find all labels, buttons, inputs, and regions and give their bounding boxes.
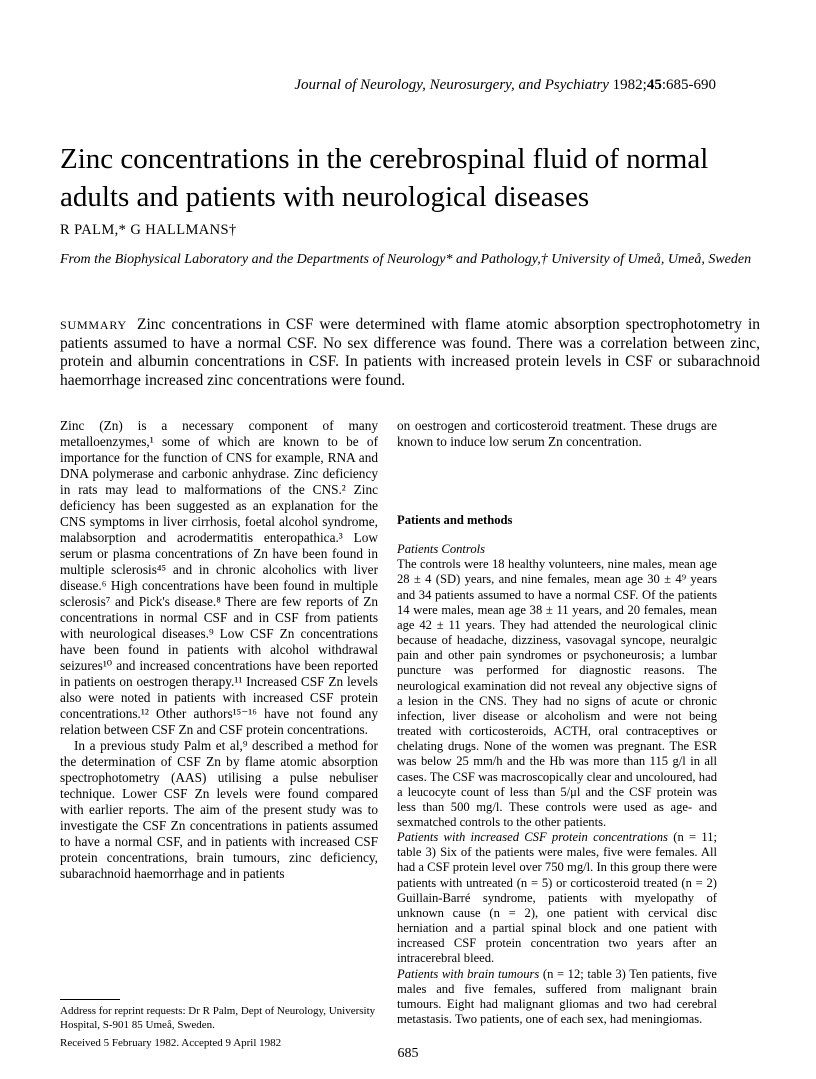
summary-block xyxy=(60,316,760,390)
controls-heading: Patients Controls xyxy=(397,542,486,557)
received-dates: Received 5 February 1982. Accepted 9 April 1982 xyxy=(60,1037,282,1049)
tumour-heading: Patients with brain tumours xyxy=(397,966,540,981)
protein-ref: (n = 11; table 3) xyxy=(397,830,718,860)
protein-paragraph xyxy=(397,830,717,966)
footnote xyxy=(60,1004,378,1050)
section-heading: Patients and methods xyxy=(397,513,513,527)
intro-paragraph-3: on oestrogen and corticosteroid treatment. These drugs are known to induce low serum Zn concentration. xyxy=(397,418,717,449)
summary-text: Zinc concentrations in CSF were determined with flame atomic absorption spectrophotometry in patients assumed to have a normal CSF. No sex difference was found. There was a correlation between zinc, protein and albumin concentrations in CSF. In patients with increased protein levels in CSF or subarachnoid haemorrhage increased zinc concentrations were found. xyxy=(60,316,760,389)
footnote-rule xyxy=(60,999,120,1000)
article-title: Zinc concentrations in the cerebrospinal fluid of normal adults and patients with neurological diseases xyxy=(60,143,709,213)
right-column-methods xyxy=(397,513,717,1027)
reprint-address: Address for reprint requests: Dr R Palm, Dept of Neurology, University Hospital, S-901 85 Umeå, Sweden. xyxy=(60,1005,376,1031)
controls-paragraph: The controls were 18 healthy volunteers, nine males, mean age 28 ± 4 (SD) years, and nine females, mean age 30 ± 4⁹ years and 34 patients assumed to have a normal CSF. Of the patients 14 were males, mean age 38 ± 11 years, and 20 females, mean age 42 ± 11 years. They had attended the neurological clinic because of headache, dizziness, vasovagal syncope, neuralgic pain and other pain syndromes or psychoneurosis; a lumbar puncture was performed for diagnostic reasons. The neurological examination did not reveal any objective signs of a lesion in the CNS. They had no signs of acute or chronic infection, liver disease or alcoholism and were not being treated with corticosteroids, ACTH, oral contraceptives or chelating drugs. None of the women was pregnant. The ESR was below 25 mm/h and the Hb was more than 115 g/l in all cases. The CSF was macroscopically clear and uncoloured, had a leucocyte count of less than 5/μl and the CSF protein was less than 500 mg/l. These controls were used as age- and sexmatched controls to the other patients. xyxy=(397,557,717,829)
right-column-intro xyxy=(397,418,717,450)
summary-label: SUMMARY xyxy=(60,318,127,332)
page-number: 685 xyxy=(397,1046,419,1061)
article-affiliation: From the Biophysical Laboratory and the Departments of Neurology* and Pathology,† University of Umeå, Umeå, Sweden xyxy=(60,252,752,267)
article-authors: R PALM,* G HALLMANS† xyxy=(60,222,237,238)
journal-citation xyxy=(294,77,716,94)
protein-heading: Patients with increased CSF protein concentrations xyxy=(397,830,668,845)
left-column xyxy=(60,418,378,882)
tumour-ref: (n = 12; table 3) xyxy=(542,966,626,981)
tumour-text: Ten patients, five males and five females, suffered from malignant brain tumours. Eight had malignant gliomas and two had cerebral metastasis. Two patients, one of each sex, had meningiomas. xyxy=(397,966,717,1026)
tumour-paragraph xyxy=(397,967,717,1028)
intro-paragraph-2: In a previous study Palm et al,⁹ described a method for the determination of CSF Zn by flame atomic absorption spectrophotometry (AAS) utilising a pulse nebuliser technique. Lower CSF Zn levels were found compared with earlier reports. The aim of the present study was to investigate the CSF Zn concentrations in patients assumed to have a normal CSF, and in patients with increased CSF protein concentrations, brain tumours, zinc deficiency, subarachnoid haemorrhage and in patients xyxy=(60,738,378,881)
journal-year: 1982; xyxy=(612,77,647,93)
journal-name: Journal of Neurology, Neurosurgery, and Psychiatry xyxy=(294,77,609,93)
journal-volume: 45 xyxy=(646,77,662,93)
journal-pages: :685-690 xyxy=(661,77,716,93)
intro-paragraph-1: Zinc (Zn) is a necessary component of many metalloenzymes,¹ some of which are known to be of importance for the function of CNS for example, RNA and DNA polymerase and carbonic anhydrase. Zinc deficiency in rats may lead to malformations of the CNS.² Zinc deficiency has been suggested as an explanation for the CNS symptoms in liver cirrhosis, foetal alcohol syndrome, malabsorption and acrodermatitis enteropathica.³ Low serum or plasma concentrations of Zn have been found in multiple sclerosis⁴⁵ and in chronic alcoholics with liver disease.⁶ High concentrations have been found in multiple sclerosis⁷ and Pick's disease.⁸ There are few reports of Zn concentrations in normal CSF and in CSF from patients with neurological diseases.⁹ Low CSF Zn concentrations have been found in patients with alcohol withdrawal seizures¹⁰ and increased concentrations have been reported in patients on oestrogen therapy.¹¹ Increased CSF Zn levels also were noted in patients with increased CSF protein concentrations.¹² Other authors¹⁵⁻¹⁶ have not found any relation between CSF Zn and CSF protein concentrations. xyxy=(60,418,378,737)
protein-text: Six of the patients were males, five were females. All had a CSF protein level over 750 mg/l. In this group there were patients with untreated (n = 5) or corticosteroid treated (n = 2) Guillain-Barré syndrome, patients with myelopathy of unknown cause (n = 2), one patient with cervical disc herniation and a partial spinal block and one patient with increased CSF protein concentration two years after an intracerebral bleed. xyxy=(397,845,717,966)
